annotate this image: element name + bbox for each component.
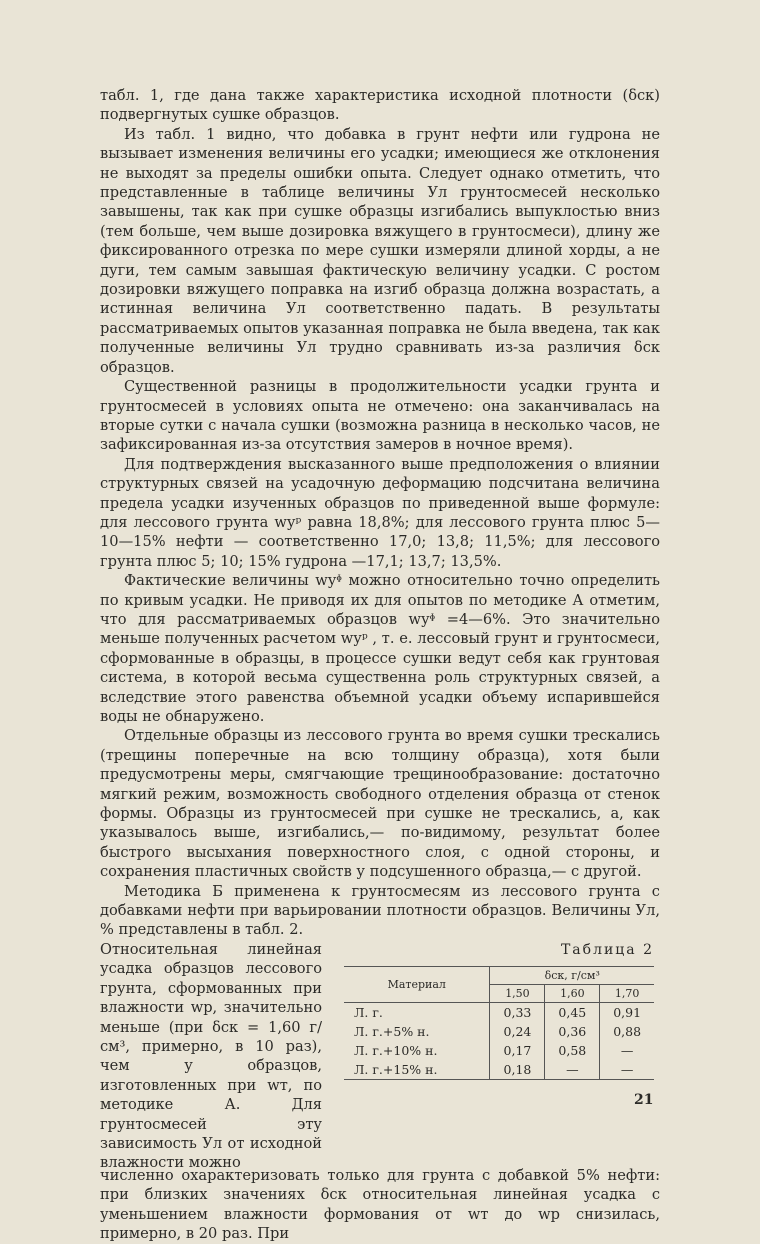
table-row [344, 1060, 654, 1080]
row-material: Л. г.+15% н. [354, 1061, 438, 1077]
table-caption: Таблица 2 [560, 941, 654, 958]
cell: 0,88 [600, 1022, 654, 1041]
cell: — [545, 1060, 600, 1080]
cell: 0,17 [490, 1041, 545, 1060]
row-material: Л. г.+5% н. [354, 1023, 430, 1039]
cell: 0,36 [545, 1022, 600, 1041]
document-page [100, 86, 660, 1244]
paragraph-2: Из табл. 1 видно, что добавка в грунт нефти или гудрона не вызывает изменения величины его усадки; имеющиеся же отклонения не выходят за пределы ошибки опыта. Следует однако отметить, что представленные в таблице величины Ул грунтосмесей несколько завышены, так как при сушке образцы изгибались выпуклостью вниз (тем больше, чем выше дозировка вяжущего в грунтосмеси), длину же фиксированного отрезка по мере сушки измеряли длиной хорды, а не дуги, тем самым завышая фактическую величину усадки. С ростом дозировки вяжущего поправка на изгиб образца должна возрастать, а истинная величина Ул соответственно падать. В результаты рассматриваемых опытов указанная поправка не была введена, так как полученные величины Ул трудно сравнивать из-за различия δск образцов. [100, 125, 660, 376]
table-row [344, 1022, 654, 1041]
cell: 0,24 [490, 1022, 545, 1041]
continuation-paragraph: численно охарактеризовать только для грунта с добавкой 5% нефти: при близких значениях δск относительная линейная усадка с уменьшением влажности формования от wт до wр снизилась, примерно, в 20 раз. При [100, 1166, 660, 1243]
paragraph-3: Существенной разницы в продолжительности усадки грунта и грунтосмесей в условиях опыта не отмечено: она заканчивалась на вторые сутки с начала сушки (возможна разница в несколько часов, не зафиксированная из-за отсутствия замеров в ночное время). [100, 378, 660, 454]
paragraph-6: Отдельные образцы из лессового грунта во время сушки трескались (трещины поперечные на всю толщину образца), хотя были предусмотрены меры, смягчающие трещинообразование: достаточно мягкий режим, возможность свободного отделения образца от стенок формы. Образцы из грунтосмесей при сушке не трескались, а, как указывалось выше, изгибались,— по-видимому, результат более быстрого высыхания поверхностного слоя, с одной стороны, и сохранения пластичных свойств у подсушенного образца,— с другой. [100, 727, 660, 881]
material-header: Материал [344, 966, 490, 1002]
page-number: 21 [634, 1092, 654, 1108]
paragraph-7: Методика Б применена к грунтосмесям из лессового грунта с добавками нефти при варьировании плотности образцов. Величины Ул, % представлены в табл. 2. [100, 882, 660, 939]
cell: 0,33 [490, 1002, 545, 1022]
table-row [344, 1002, 654, 1022]
cell: — [600, 1060, 654, 1080]
col-header: 1,60 [545, 984, 600, 1002]
paragraph-4: Для подтверждения высказанного выше предположения о влиянии структурных связей на усадочную деформацию подсчитана величина предела усадки изученных образцов по приведенной выше формуле: для лессового грунта wуᵖ равна 18,8%; для лессового грунта плюс 5—10—15% нефти — соответственно 17,0; 13,8; 11,5%; для лессового грунта плюс 5; 10; 15% гудрона —17,1; 13,7; 13,5%. [100, 455, 660, 570]
paragraph-1: табл. 1, где дана также характеристика исходной плотности (δск) подвергнутых сушке образцов. [100, 87, 660, 124]
table-2 [344, 942, 654, 1080]
cell: — [600, 1041, 654, 1060]
col-header: 1,70 [600, 984, 654, 1002]
col-header: 1,50 [490, 984, 545, 1002]
density-header: δск, г/см³ [490, 966, 654, 984]
cell: 0,45 [545, 1002, 600, 1022]
cell: 0,91 [600, 1002, 654, 1022]
float-paragraph: Относительная линейная усадка образцов лессового грунта, сформованных при влажности wр, значительно меньше (при δск = 1,60 г/см³, примерно, в 10 раз), чем у образцов, изготовленных при wт, по методике А. Для грунтосмесей эту зависимость Ул от исходной влажности можно [100, 940, 322, 1172]
row-material: Л. г.+10% н. [354, 1042, 438, 1058]
paragraph-5: Фактические величины wуᶲ можно относительно точно определить по кривым усадки. Не приводя их для опытов по методике А отметим, что для рассматриваемых образцов wуᶲ =4—6%. Это значительно меньше полученных расчетом wуᵖ , т. е. лессовый грунт и грунтосмеси, сформованные в образцы, в процессе сушки ведут себя как грунтовая система, в которой весьма существенна роль структурных связей, а вследствие этого равенства объемной усадки объему испарившейся воды не обнаружено. [100, 572, 660, 725]
row-material: Л. г. [354, 1004, 383, 1020]
table-row [344, 1041, 654, 1060]
cell: 0,58 [545, 1041, 600, 1060]
cell: 0,18 [490, 1060, 545, 1080]
data-table [344, 966, 654, 1080]
float-section [100, 940, 660, 1172]
